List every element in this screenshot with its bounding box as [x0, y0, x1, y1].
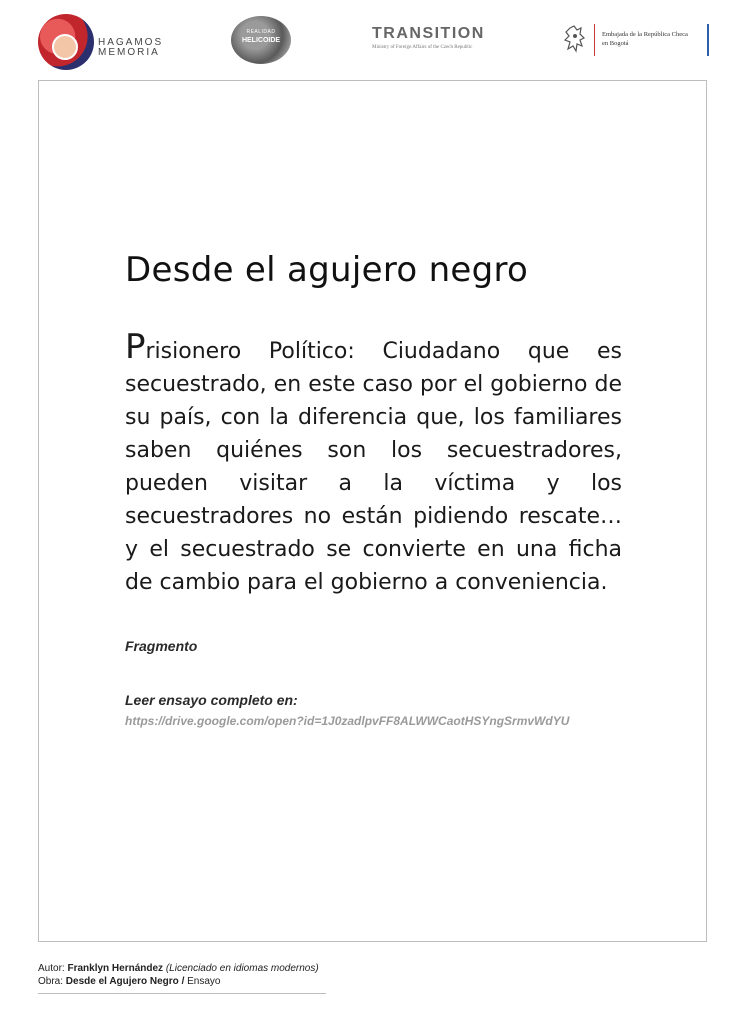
footer-divider	[38, 993, 326, 994]
hagamos-memoria-logo	[38, 14, 168, 74]
page-title: Desde el agujero negro	[125, 250, 529, 290]
realidad-helicoide-logo	[231, 16, 291, 64]
author-label: Autor:	[38, 963, 68, 974]
footer-credits	[38, 962, 328, 988]
hagamos-memoria-text: HAGAMOS MEMORIA	[98, 37, 164, 58]
czech-lion-crest-icon	[562, 24, 588, 54]
work-type: Ensayo	[184, 976, 221, 987]
transition-logo	[372, 26, 487, 58]
work-name: Desde el Agujero Negro /	[65, 976, 185, 987]
work-line	[38, 975, 328, 988]
essay-excerpt	[125, 327, 622, 599]
work-label: Obra:	[38, 976, 66, 987]
embajada-text: Embajada de la República Checa en Bogotá	[602, 31, 688, 47]
author-note: (Licenciado en idiomas modernos)	[165, 963, 319, 974]
embajada-logo	[562, 22, 710, 58]
author-line	[38, 962, 328, 975]
essay-link[interactable]: https://drive.google.com/open?id=1J0zadlpvFF8ALWWCaotHSYngSrmvWdYU	[125, 714, 570, 728]
transition-subtitle: Ministry of Foreign Affairs of the Czech Republic	[372, 45, 473, 50]
read-full-essay-label: Leer ensayo completo en:	[125, 692, 298, 708]
transition-title: TRANSITION	[372, 25, 485, 42]
essay-excerpt-text: risionero Político: Ciudadano que es secuestrado, en este caso por el gobierno de su país, con la diferencia que, los familiares saben quiénes son los secuestradores, pueden visitar a la víctima y los secuestradores no están pidiendo rescate… y el secuestrado se convierte en una ficha de cambio para el gobierno a conveniencia.	[125, 339, 622, 595]
hagamos-memoria-emblem-icon	[38, 14, 94, 70]
author-name: Franklyn Hernández	[67, 963, 164, 974]
realidad-text: REALIDAD	[246, 29, 276, 35]
dropcap-letter: P	[125, 327, 146, 367]
fragment-label: Fragmento	[125, 638, 198, 654]
helicoide-text: HELICOIDE	[241, 37, 281, 44]
header	[0, 0, 745, 78]
